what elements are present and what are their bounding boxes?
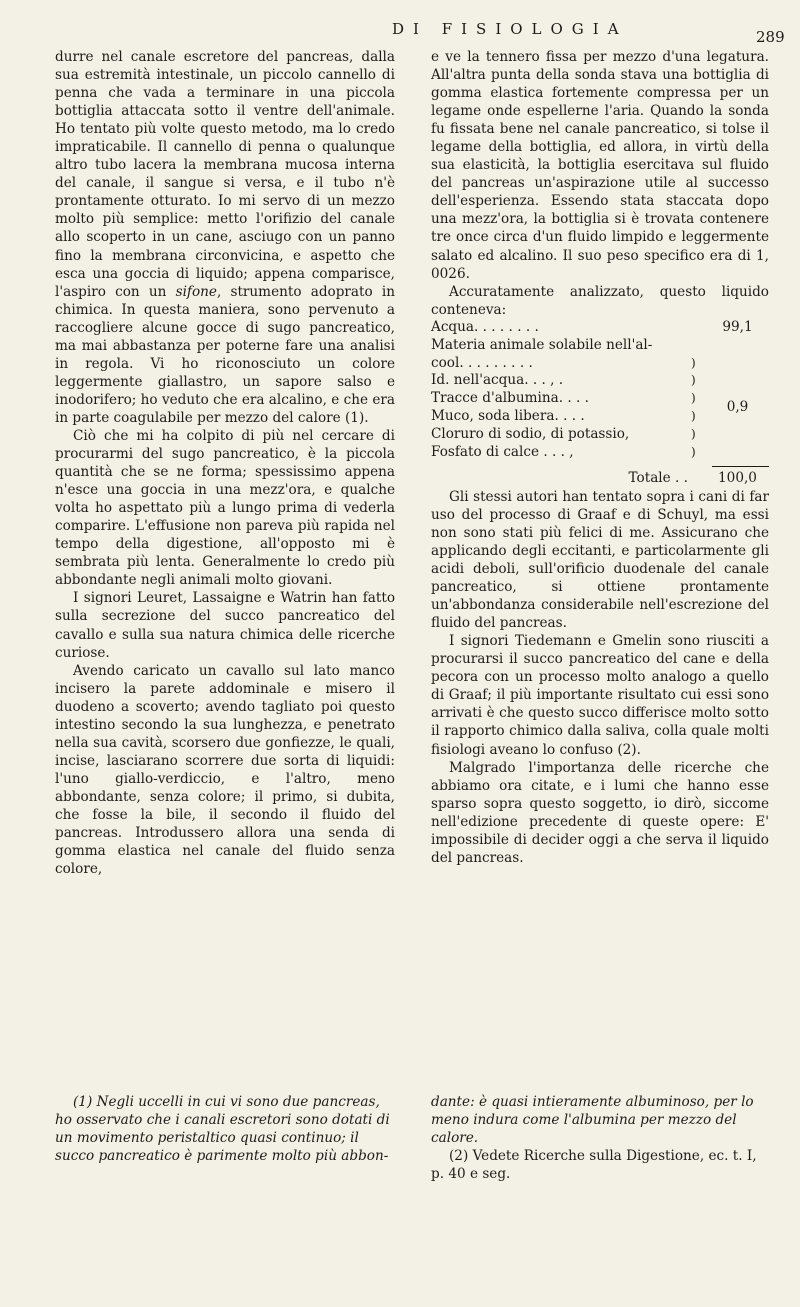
- right-paragraph-2: Accuratamente analizzato, questo liquido conteneva:: [431, 283, 769, 318]
- footnote-2: (2) Vedete Ricerche sulla Digestione, ec. t. I, p. 40 e seg.: [431, 1148, 757, 1182]
- group-items: [431, 355, 691, 462]
- total-value: 100,0: [718, 469, 757, 486]
- right-paragraph-3: Gli stessi autori han tentato sopra i cani di far uso del processo di Graaf e di Schuyl, ma essi non sono stati più felici di me. Assicurano che applicando degli eccitanti, e particolarmente gli acidi deboli, sull'orificio duodenale del canale pancreatico, si ottiene prontamente un'abbondanza considerabile nell'escrezione del fluido del pancreas.: [431, 488, 769, 632]
- table-row: Cloruro di sodio, di potassio,: [431, 426, 630, 443]
- left-paragraph-1: [55, 48, 395, 427]
- footnotes-right: [431, 1093, 769, 1183]
- analysis-table: [431, 319, 769, 488]
- table-row: [431, 337, 769, 355]
- right-paragraph-4: I signori Tiedemann e Gmelin sono riusciti a procurarsi il succo pancreatico del cane e della pecora con un processo molto analogo a quello di Graaf; il più importante risultato cui essi sono arrivati è che questo succo differisce molto sotto il rapporto chimico dalla saliva, colla quale molti fisiologi aveano lo confuso (2).: [431, 633, 769, 758]
- right-paragraph-1: e ve la tennero fissa per mezzo d'una legatura. All'altra punta della sonda stava una bottiglia di gomma elastica fortemente compressa per un legame onde espellerne l'aria. Quando la sonda fu fissata bene nel canale pancreatico, si tolse il legame della bottiglia, ed allora, in virtù della sua elasticità, la bottiglia esercitava sul fluido del pancreas un'aspirazione utile al successo dell'esperienza. Essendo stata staccata dopo una mezz'ora, la bottiglia si è trovata contenere tre once circa d'un fluido limpido e leggermente salato ed alcalino. Il suo peso specifico era di 1, 0026.: [431, 49, 769, 282]
- materia-label-line-2: cool. . . . . . . . .: [431, 354, 533, 371]
- total-row: [431, 470, 769, 488]
- sifone-term: sifone: [175, 283, 217, 300]
- acqua-value: 99,1: [722, 318, 753, 335]
- running-title: DI FISIOLOGIA: [392, 20, 628, 38]
- left-paragraph-1-text-a: durre nel canale escretore del pancreas, dalla sua estremità intestinale, un piccolo cannello di penna che vada a terminare in una piccola bottiglia attaccata sotto il ventre dell'animale. Ho tentato più volte questo metodo, ma lo credo impraticabile. Il cannello di penna o qualunque altro tubo lacera la membrana mucosa interna del canale, il sangue si versa, e il tubo n'è prontamente otturato. Io mi servo di un mezzo molto più semplice: metto l'orifizio del canale allo scoperto in un cane, asciugo con un panno fino la membrana circonvicina, e aspetto che esca una goccia di liquido; appena comparisce, l'aspiro con un: [55, 49, 395, 300]
- left-paragraph-3: I signori Leuret, Lassaigne e Watrin han fatto sulla secrezione del succo pancreatico del cavallo e sulla sua natura chimica delle ricerche curiose.: [55, 590, 395, 661]
- right-paragraph-5: Malgrado l'importanza delle ricerche che abbiamo ora citate, e i lumi che hanno esse sparso sopra questo soggetto, io dirò, siccome nell'edizione precedente di queste opere: E' impossibile di decider oggi a che serva il liquido del pancreas.: [431, 759, 769, 866]
- left-paragraph-1-text-b: , strumento adoprato in chimica. In questa maniera, sono pervenuto a raccogliere alcune gocce di sugo pancreatico, ma mai abbastanza per poterne fare una analisi in regola. Vi ho riconosciuto un colore leggermente giallastro, un sapore salso e inodorifero; ho veduto che era alcalino, e che era in parte coagulabile per mezzo del calore (1).: [55, 283, 395, 426]
- brace-marks: ) ) ) ) ) ): [691, 355, 696, 460]
- page-number: 289: [756, 28, 785, 46]
- total-rule: [431, 462, 769, 470]
- table-row: Tracce d'albumina. . . .: [431, 390, 589, 407]
- page-header: [0, 20, 800, 50]
- table-row: Id. nell'acqua. . . , .: [431, 372, 564, 389]
- table-row: Muco, soda libera. . . .: [431, 408, 585, 425]
- right-column: [431, 48, 769, 867]
- table-row: Fosfato di calce . . . ,: [431, 444, 574, 461]
- left-column: [55, 48, 395, 878]
- left-paragraph-4: Avendo caricato un cavallo sul lato manco incisero la parete addominale e misero il duodeno a scoverto; avendo tagliato poi questo intestino secondo la sua lunghezza, e penetrato nella sua cavità, scorsero due gonfiezze, le quali, incise, lasciarano scorrere due sorta di liquidi: l'uno giallo-verdiccio, e l'altro, meno abbondante, senza colore; il primo, si dubita, che fosse la bile, il secondo il fluido del pancreas. Introdussero allora una senda di gomma elastica nel canale del fluido senza colore,: [55, 662, 395, 878]
- group-value: 0,9: [726, 399, 749, 416]
- grouped-rows: [431, 355, 769, 462]
- left-paragraph-2: Ciò che mi ha colpito di più nel cercare di procurarmi del sugo pancreatico, è la piccola quantità che se ne forma; spessissimo appena n'esce una goccia in una mezz'ora, e qualche volta ho aspettato più a lungo prima di vederla comparire. L'effusione non pareva più rapida nel tempo della digestione, all'opposto mi è sembrata più lenta. Generalmente lo credo più abbondante negli animali molto giovani.: [55, 427, 395, 589]
- footnote-1-continued: dante: è quasi intieramente albuminoso, per lo meno indura come l'albumina per mezzo del calore.: [431, 1094, 754, 1146]
- table-row: [431, 319, 769, 337]
- total-label: Totale . .: [628, 469, 688, 486]
- materia-label-line-1: Materia animale solabile nell'al-: [431, 336, 653, 353]
- footnote-1: (1) Negli uccelli in cui vi sono due pancreas, ho osservato che i canali escretori sono dotati di un movimento peristaltico quasi continuo; il succo pancreatico è parimente molto più abbon-: [55, 1094, 390, 1164]
- footnotes-left: [55, 1093, 395, 1165]
- acqua-label: Acqua. . . . . . . .: [431, 318, 539, 335]
